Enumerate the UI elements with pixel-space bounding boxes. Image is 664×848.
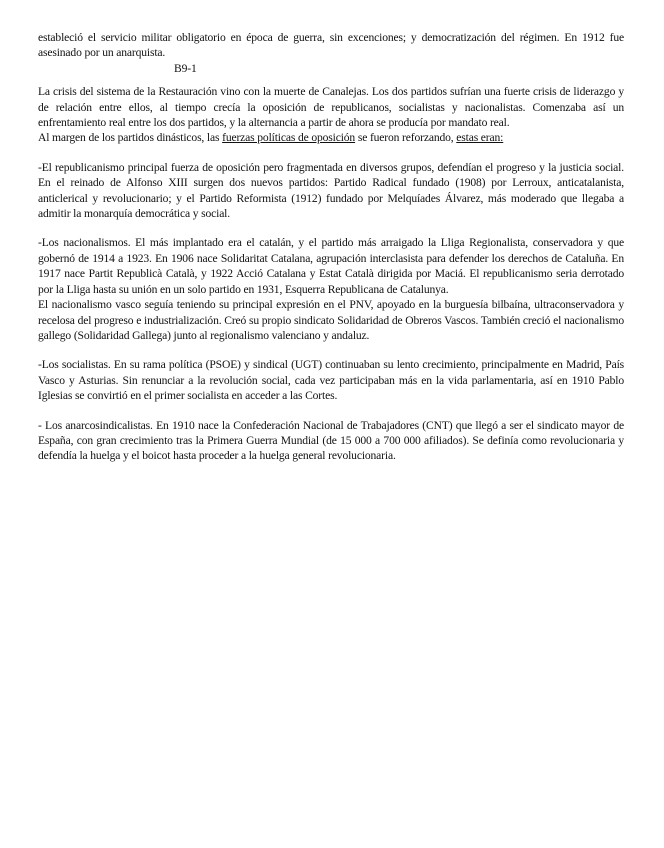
- basque-nationalism-paragraph: El nacionalismo vasco seguía teniendo su principal expresión en el PNV, apoyado en la burguesía bilbaína, ultraconservadora y recelosa del progreso e industrialización. Creó su propio sindicato Solidaridad de Obreros Vascos. También creció el nacionalismo gallego (Solidaridad Gallega) junto al regionalismo valenciano y andaluz.: [38, 298, 624, 342]
- crisis-paragraph: La crisis del sistema de la Restauración vino con la muerte de Canalejas. Los dos partidos sufrían una fuerte crisis de liderazgo y de relación entre ellos, al tiempo crecía la oposición de republicanos, socialistas y nacionalistas. Comenzaba así un enfrentamiento real entre los dos partidos, y la alternancia a partir de ahora se producía por mandato real.: [38, 85, 624, 130]
- intro-paragraph: estableció el servicio militar obligatorio en época de guerra, sin excenciones; y democratización del régimen. En 1912 fue asesinado por un anarquista.: [38, 31, 624, 60]
- opposition-forces-underlined: fuerzas políticas de oposición: [222, 131, 356, 145]
- republicanism-paragraph: -El republicanismo principal fuerza de oposición pero fragmentada en diversos grupos, defendían el progreso y la justicia social. En el reinado de Alfonso XIII surgen dos nuevos partidos: Partido Radical fundado (1908) por Lerroux, anticatalanista, anticlerical y revolucionario; y el Partido Reformista (1912) fundado por Melquíades Álvarez, más moderado que llegaba a admitir la monarquía democrática y social.: [38, 160, 624, 221]
- section-code: B9-1: [174, 61, 197, 75]
- nationalisms-paragraph: -Los nacionalismos. El más implantado era el catalán, y el partido más arraigado la Lliga Regionalista, conservadora y que gobernó de 1914 a 1923. En 1906 nace Solidaritat Catalana, agrupación interclasista para defender los derechos de Cataluña. En 1917 nace Partit Republicà Català, y 1922 Acció Catalana y Estat Català dirigida por Maciá. El republicanismo seria derrotado por la Lliga hasta su unión en un solo partido en 1931, Esquerra Republicana de Catalunya.: [38, 236, 624, 296]
- document-page: [38, 30, 624, 464]
- anarchosyndicalists-paragraph: - Los anarcosindicalistas. En 1910 nace la Confederación Nacional de Trabajadores (CNT) que llegó a ser el sindicato mayor de España, con gran crecimiento tras la Primera Guerra Mundial (de 15 000 a 700 000 afiliados). Se definía como revolucionaria y defendía la huelga y el boicot hasta proceder a la huelga general revolucionaria.: [38, 418, 624, 463]
- opposition-intro: [38, 130, 624, 145]
- opposition-intro-middle: se fueron reforzando,: [355, 131, 457, 145]
- socialists-paragraph: -Los socialistas. En su rama política (PSOE) y sindical (UGT) continuaban su lento crecimiento, principalmente en Madrid, País Vasco y Asturias. Sin renunciar a la revolución social, cada vez participaban más en la vida parlamentaria, así en 1910 Pablo Iglesias se convirtió en el primer socialista en acceder a las Cortes.: [38, 358, 624, 403]
- opposition-intro-text: Al margen de los partidos dinásticos, las: [38, 131, 223, 145]
- these-were-underlined: estas eran:: [456, 131, 504, 145]
